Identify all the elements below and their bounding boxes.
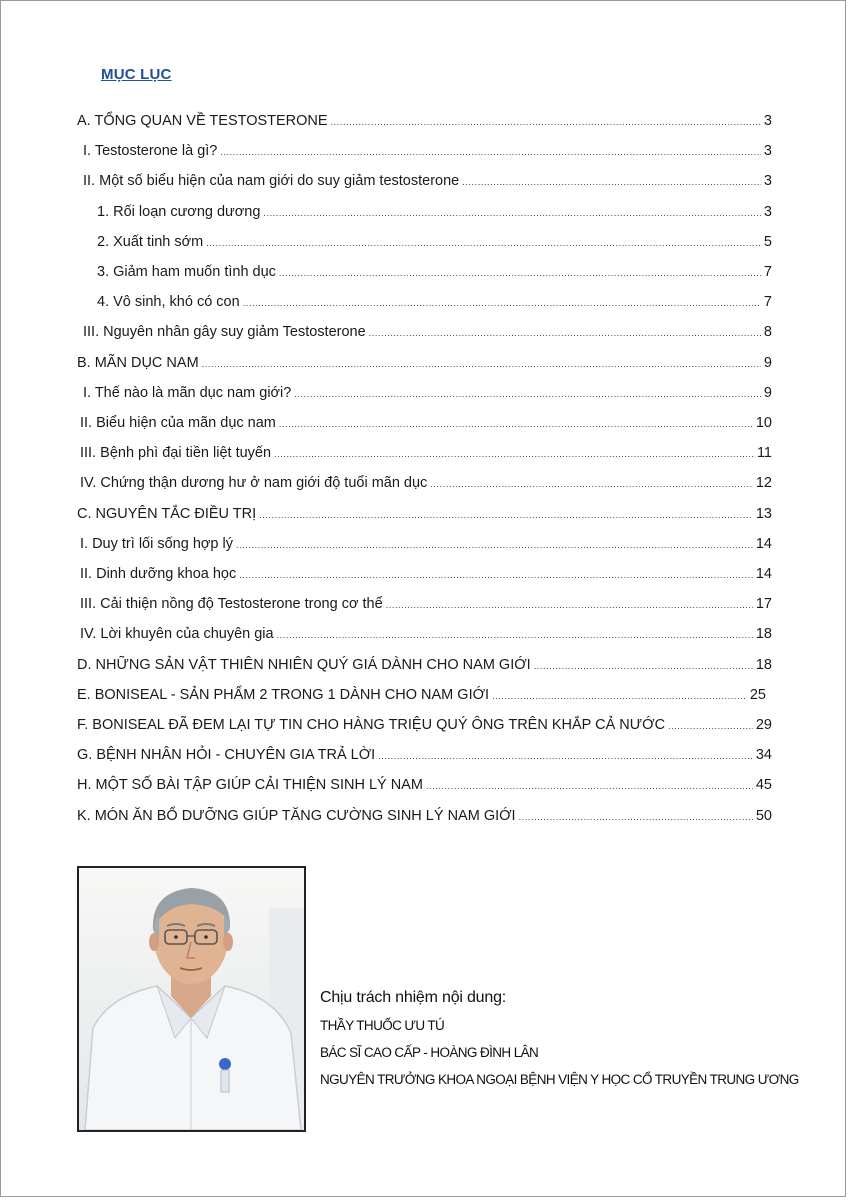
toc-entry-page: 3: [763, 143, 772, 159]
toc-entry[interactable]: [80, 413, 772, 433]
toc-entry-page: 11: [756, 445, 772, 461]
toc-entry[interactable]: [80, 534, 772, 554]
toc-dot-leader: [430, 474, 753, 494]
toc-entry[interactable]: [83, 383, 772, 403]
toc-entry-label: II. Một số biểu hiện của nam giới do suy giảm testosterone: [83, 173, 460, 189]
toc-dot-leader: [519, 807, 753, 827]
toc-dot-leader: [236, 535, 753, 555]
toc-entry[interactable]: [77, 111, 772, 131]
toc-entry-label: III. Nguyên nhân gây suy giảm Testosterone: [83, 324, 366, 340]
toc-entry[interactable]: [83, 141, 772, 161]
toc-entry-page: 14: [755, 566, 772, 582]
toc-entry[interactable]: [77, 685, 766, 705]
toc-entry-label: 2. Xuất tinh sớm: [97, 234, 204, 250]
toc-entry-page: 3: [763, 173, 772, 189]
toc-entry-page: 9: [763, 355, 772, 371]
toc-entry-label: 1. Rối loạn cương dương: [97, 204, 261, 220]
doctor-portrait-illustration: [79, 868, 304, 1130]
toc-entry[interactable]: [97, 232, 772, 252]
toc-entry-label: II. Dinh dưỡng khoa học: [80, 566, 237, 582]
toc-entry[interactable]: [97, 262, 772, 282]
credit-label: Chịu trách nhiệm nội dung:: [320, 989, 507, 1006]
toc-dot-leader: [369, 323, 761, 343]
toc-dot-leader: [426, 776, 753, 796]
toc-entry-label: D. NHỮNG SẢN VẬT THIÊN NHIÊN QUÝ GIÁ DÀNH CHO NAM GIỚI: [77, 657, 531, 673]
toc-entry[interactable]: [77, 715, 772, 735]
toc-entry[interactable]: [77, 353, 772, 373]
toc-dot-leader: [492, 686, 747, 706]
toc-dot-leader: [274, 444, 754, 464]
toc-dot-leader: [279, 263, 761, 283]
toc-entry[interactable]: [80, 624, 772, 644]
toc-entry-page: 17: [755, 596, 772, 612]
toc-dot-leader: [202, 354, 761, 374]
toc-entry-label: III. Bệnh phì đại tiền liệt tuyến: [80, 445, 272, 461]
toc-entry-page: 13: [755, 506, 772, 522]
toc-entry-label: A. TỔNG QUAN VỀ TESTOSTERONE: [77, 113, 328, 129]
toc-entry[interactable]: [83, 322, 772, 342]
toc-entry-page: 7: [763, 264, 772, 280]
toc-entry-label: B. MÃN DỤC NAM: [77, 355, 199, 371]
toc-heading: MỤC LỤC: [101, 66, 172, 83]
toc-entry-label: C. NGUYÊN TẮC ĐIỀU TRỊ: [77, 506, 257, 522]
toc-entry[interactable]: [80, 564, 772, 584]
toc-entry-page: 45: [755, 777, 772, 793]
toc-entry[interactable]: [80, 443, 772, 463]
toc-entry[interactable]: [77, 745, 772, 765]
toc-entry-label: K. MÓN ĂN BỔ DƯỠNG GIÚP TĂNG CƯỜNG SINH LÝ NAM GIỚI: [77, 808, 516, 824]
toc-entry-page: 8: [763, 324, 772, 340]
toc-dot-leader: [668, 716, 753, 736]
toc-entry-page: 10: [755, 415, 772, 431]
toc-entry-label: I. Duy trì lối sống hợp lý: [80, 536, 233, 552]
toc-dot-leader: [277, 625, 753, 645]
toc-entry-label: III. Cải thiện nồng độ Testosterone trong cơ thể: [80, 596, 383, 612]
toc-dot-leader: [279, 414, 753, 434]
toc-dot-leader: [534, 656, 753, 676]
toc-entry[interactable]: [77, 655, 772, 675]
toc-dot-leader: [239, 565, 753, 585]
toc-dot-leader: [206, 233, 761, 253]
toc-dot-leader: [259, 505, 753, 525]
toc-entry-label: G. BỆNH NHÂN HỎI - CHUYÊN GIA TRẢ LỜI: [77, 747, 376, 763]
doctor-portrait-photo: [77, 866, 306, 1132]
toc-entry[interactable]: [83, 171, 772, 191]
toc-entry-label: 3. Giảm ham muốn tình dục: [97, 264, 276, 280]
toc-entry-page: 7: [763, 294, 772, 310]
toc-entry-page: 34: [755, 747, 772, 763]
toc-entry-label: IV. Chứng thận dương hư ở nam giới độ tuổi mãn dục: [80, 475, 428, 491]
toc-dot-leader: [378, 746, 753, 766]
toc-entry-page: 29: [755, 717, 772, 733]
toc-entry[interactable]: [77, 806, 772, 826]
toc-entry-page: 9: [763, 385, 772, 401]
toc-dot-leader: [294, 384, 761, 404]
toc-dot-leader: [331, 112, 761, 132]
toc-entry-page: 18: [755, 657, 772, 673]
toc-entry[interactable]: [80, 473, 772, 493]
toc-entry-page: 3: [763, 204, 772, 220]
toc-entry[interactable]: [97, 292, 772, 312]
toc-entry-label: F. BONISEAL ĐÃ ĐEM LẠI TỰ TIN CHO HÀNG TRIỆU QUÝ ÔNG TRÊN KHẮP CẢ NƯỚC: [77, 717, 666, 733]
toc-dot-leader: [243, 293, 761, 313]
toc-dot-leader: [386, 595, 753, 615]
toc-entry-page: 14: [755, 536, 772, 552]
toc-entry-page: 3: [763, 113, 772, 129]
toc-entry[interactable]: [97, 202, 772, 222]
toc-entry[interactable]: [77, 775, 772, 795]
toc-entry[interactable]: [77, 504, 772, 524]
toc-entry-label: II. Biểu hiện của mãn dục nam: [80, 415, 276, 431]
credit-title: THẦY THUỐC ƯU TÚ: [320, 1018, 445, 1033]
toc-entry-page: 5: [763, 234, 772, 250]
toc-dot-leader: [263, 203, 761, 223]
toc-entry-label: H. MỘT SỐ BÀI TẬP GIÚP CẢI THIỆN SINH LÝ NAM: [77, 777, 423, 793]
toc-entry-page: 18: [755, 626, 772, 642]
toc-entry-label: IV. Lời khuyên của chuyên gia: [80, 626, 274, 642]
toc-dot-leader: [462, 172, 761, 192]
toc-entry-label: E. BONISEAL - SẢN PHẨM 2 TRONG 1 DÀNH CHO NAM GIỚI: [77, 687, 490, 703]
toc-entry-page: 50: [755, 808, 772, 824]
credit-position: NGUYÊN TRƯỞNG KHOA NGOẠI BỆNH VIỆN Y HỌC CỔ TRUYỀN TRUNG ƯƠNG: [320, 1072, 799, 1087]
toc-dot-leader: [220, 142, 761, 162]
toc-entry-label: I. Testosterone là gì?: [83, 143, 218, 159]
toc-entry[interactable]: [80, 594, 772, 614]
toc-entry-label: 4. Vô sinh, khó có con: [97, 294, 240, 310]
toc-entry-page: 12: [755, 475, 772, 491]
toc-entry-label: I. Thế nào là mãn dục nam giới?: [83, 385, 292, 401]
credit-name: BÁC SĨ CAO CẤP - HOÀNG ĐÌNH LÂN: [320, 1045, 539, 1060]
toc-entry-page: 25: [749, 687, 766, 703]
